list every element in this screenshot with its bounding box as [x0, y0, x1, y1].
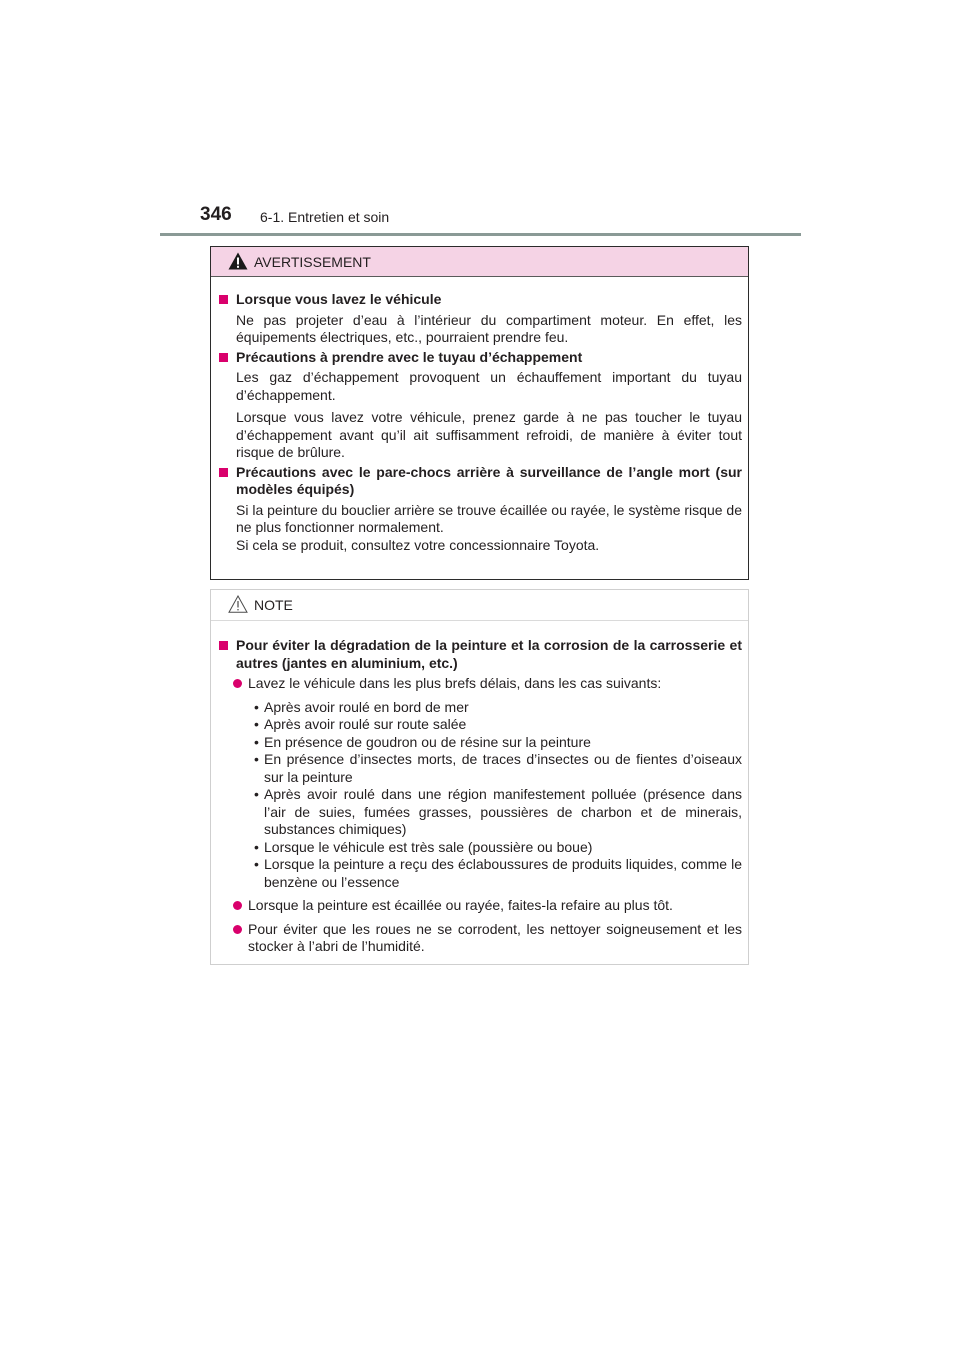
note-box-header [211, 590, 748, 621]
list-item: • Lorsque la peinture a reçu des éclaboussures de produits liquides, comme le benzène ou l’essence [254, 856, 742, 890]
note-bullet-list [218, 699, 742, 892]
section-title: 6-1. Entretien et soin [260, 209, 390, 225]
warning-title: AVERTISSEMENT [254, 254, 371, 270]
round-bullet-icon [233, 925, 242, 934]
warning-paragraph: Les gaz d’échappement provoquent un échauffement important du tuyau d’échappement. [236, 369, 742, 403]
note-box [210, 589, 749, 965]
warning-item-title: Précautions avec le pare-chocs arrière à surveillance de l’angle mort (sur modèles équipés) [218, 464, 742, 499]
note-point: Pour éviter que les roues ne se corrodent, les nettoyer soigneusement et les stocker à l’abri de l’humidité. [218, 921, 742, 956]
header-rule [160, 233, 801, 236]
square-bullet-icon [219, 295, 228, 304]
warning-box-header [211, 247, 748, 277]
list-item: • Lorsque le véhicule est très sale (poussière ou boue) [254, 838, 593, 855]
round-bullet-icon [233, 901, 242, 910]
note-title: NOTE [254, 597, 293, 613]
note-point: Lorsque la peinture est écaillée ou rayée, faites-la refaire au plus tôt. [218, 897, 742, 915]
list-item: • Après avoir roulé dans une région manifestement polluée (présence dans l’air de suies, fumées grasses, poussières de charbon et de minerais, substances chimiques) [254, 786, 742, 837]
warning-triangle-outline-icon [228, 595, 248, 618]
list-item: • En présence de goudron ou de résine sur la peinture [254, 733, 591, 750]
page-header [200, 204, 800, 234]
warning-paragraph: Lorsque vous lavez votre véhicule, prenez garde à ne pas toucher le tuyau d’échappement avant qu’il ait suffisamment refroidi, de manière à éviter tout risque de brûlure. [236, 409, 742, 460]
warning-item-title: Lorsque vous lavez le véhicule [218, 291, 742, 309]
list-item: • Après avoir roulé sur route salée [254, 716, 467, 732]
note-point: Lavez le véhicule dans les plus brefs délais, dans les cas suivants: [218, 675, 742, 693]
round-bullet-icon [233, 679, 242, 688]
warning-body [211, 277, 748, 554]
square-bullet-icon [219, 641, 228, 650]
warning-paragraph: Si la peinture du bouclier arrière se trouve écaillée ou rayée, le système risque de ne plus fonctionner normalement. Si cela se produit, consultez votre concessionnaire Toyota. [236, 501, 742, 553]
warning-paragraph: Ne pas projeter d’eau à l’intérieur du compartiment moteur. En effet, les équipements électriques, etc., pourraient prendre feu. [236, 311, 742, 345]
list-item: • Après avoir roulé en bord de mer [254, 698, 469, 715]
page-number: 346 [200, 204, 232, 225]
warning-box [210, 246, 749, 580]
note-item-title: Pour éviter la dégradation de la peinture et la corrosion de la carrosserie et autres (jantes en aluminium, etc.) [218, 637, 742, 672]
warning-item-title: Précautions à prendre avec le tuyau d’échappement [218, 349, 742, 367]
list-item: • En présence d’insectes morts, de traces d’insectes ou de fientes d’oiseaux sur la peinture [254, 751, 742, 785]
square-bullet-icon [219, 353, 228, 362]
warning-triangle-filled-icon [228, 252, 248, 275]
note-body [211, 621, 748, 956]
square-bullet-icon [219, 468, 228, 477]
